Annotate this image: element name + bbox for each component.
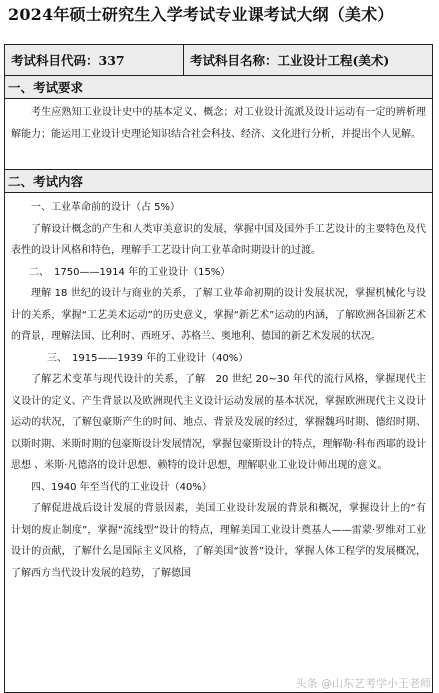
section-content-body xyxy=(5,193,432,584)
part-4-paragraph: 了解促进战后设计发展的背景因素，美国工业设计发展的背景和概况，掌握设计上的“有计划的废止制度”，掌握“流线型”设计的特点，理解美国工业设计奠基人——雷蒙·罗维对工业设计的贡献，了解什么是国际主义风格，了解美国“波普”设计，掌握人体工程学的发展概况，了解西方当代设计发展的趋势，了解德国 xyxy=(11,503,426,579)
part-2-paragraph: 理解 18 世纪的设计与商业的关系，了解工业革命初期的设计发展状况，掌握机械化与设计的关系，掌握“工艺美术运动”的历史意义，掌握“新艺术”运动的内涵，了解欧洲各国新艺术的背景，理解法国、比利时、西班牙、苏格兰、奥地利、德国的新艺术发展的状况。 xyxy=(11,288,426,342)
part-2-heading: 二、 1750——1914 年的工业设计（15%） xyxy=(29,266,231,278)
part-4-heading: 四、1940 年至当代的工业设计（40%） xyxy=(31,481,212,493)
subject-code: 考试科目代码：337 xyxy=(5,45,184,75)
document-title: 2024年硕士研究生入学考试专业课考试大纲（美术） xyxy=(8,5,394,24)
part-1-heading: 一、工业革命前的设计（占 5%） xyxy=(31,202,181,213)
section-requirements-heading: 一、考试要求 xyxy=(5,76,432,99)
section-content-heading: 二、考试内容 xyxy=(5,170,432,193)
watermark-text: 头条 @山东艺考学小王老师 xyxy=(295,677,431,690)
requirements-paragraph: 考生应熟知工业设计史中的基本定义、概念；对工业设计流派及设计运动有一定的辨析理解能力；能运用工业设计史理论知识结合社会科技、经济、文化进行分析，并提出个人见解。 xyxy=(11,107,426,140)
subject-row xyxy=(5,45,432,76)
syllabus-table xyxy=(4,44,433,693)
section-requirements-body xyxy=(5,99,432,170)
part-3-paragraph: 了解艺术变革与现代设计的关系，了解 20 世纪 20~30 年代的流行风格，掌握现代主义设计的定义、产生背景以及欧洲现代主义设计运动发展的基本状况，掌握欧洲现代主义设计运动的状况，了解包豪斯产生的时间、地点、背景及发展的经过，掌握魏玛时期、德绍时期、以斯时期、米斯时期的包豪斯设计发展情况，掌握包豪斯设计的特点，理解勒·科布西耶的设计思想 、米斯·凡德洛的设计思想、赖特的设计思想，理解职业工业设计师出现的意义。 xyxy=(11,374,426,471)
part-3-heading: 三、 1915——1939 年的工业设计（40%） xyxy=(47,352,249,364)
subject-name: 考试科目名称：工业设计工程(美术) xyxy=(190,53,390,68)
part-1-paragraph: 了解设计概念的产生和人类审美意识的发展，掌握中国及国外手工艺设计的主要特色及代表性的设计风格和特色，理解手工艺设计向工业革命时期设计的过渡。 xyxy=(11,223,426,256)
